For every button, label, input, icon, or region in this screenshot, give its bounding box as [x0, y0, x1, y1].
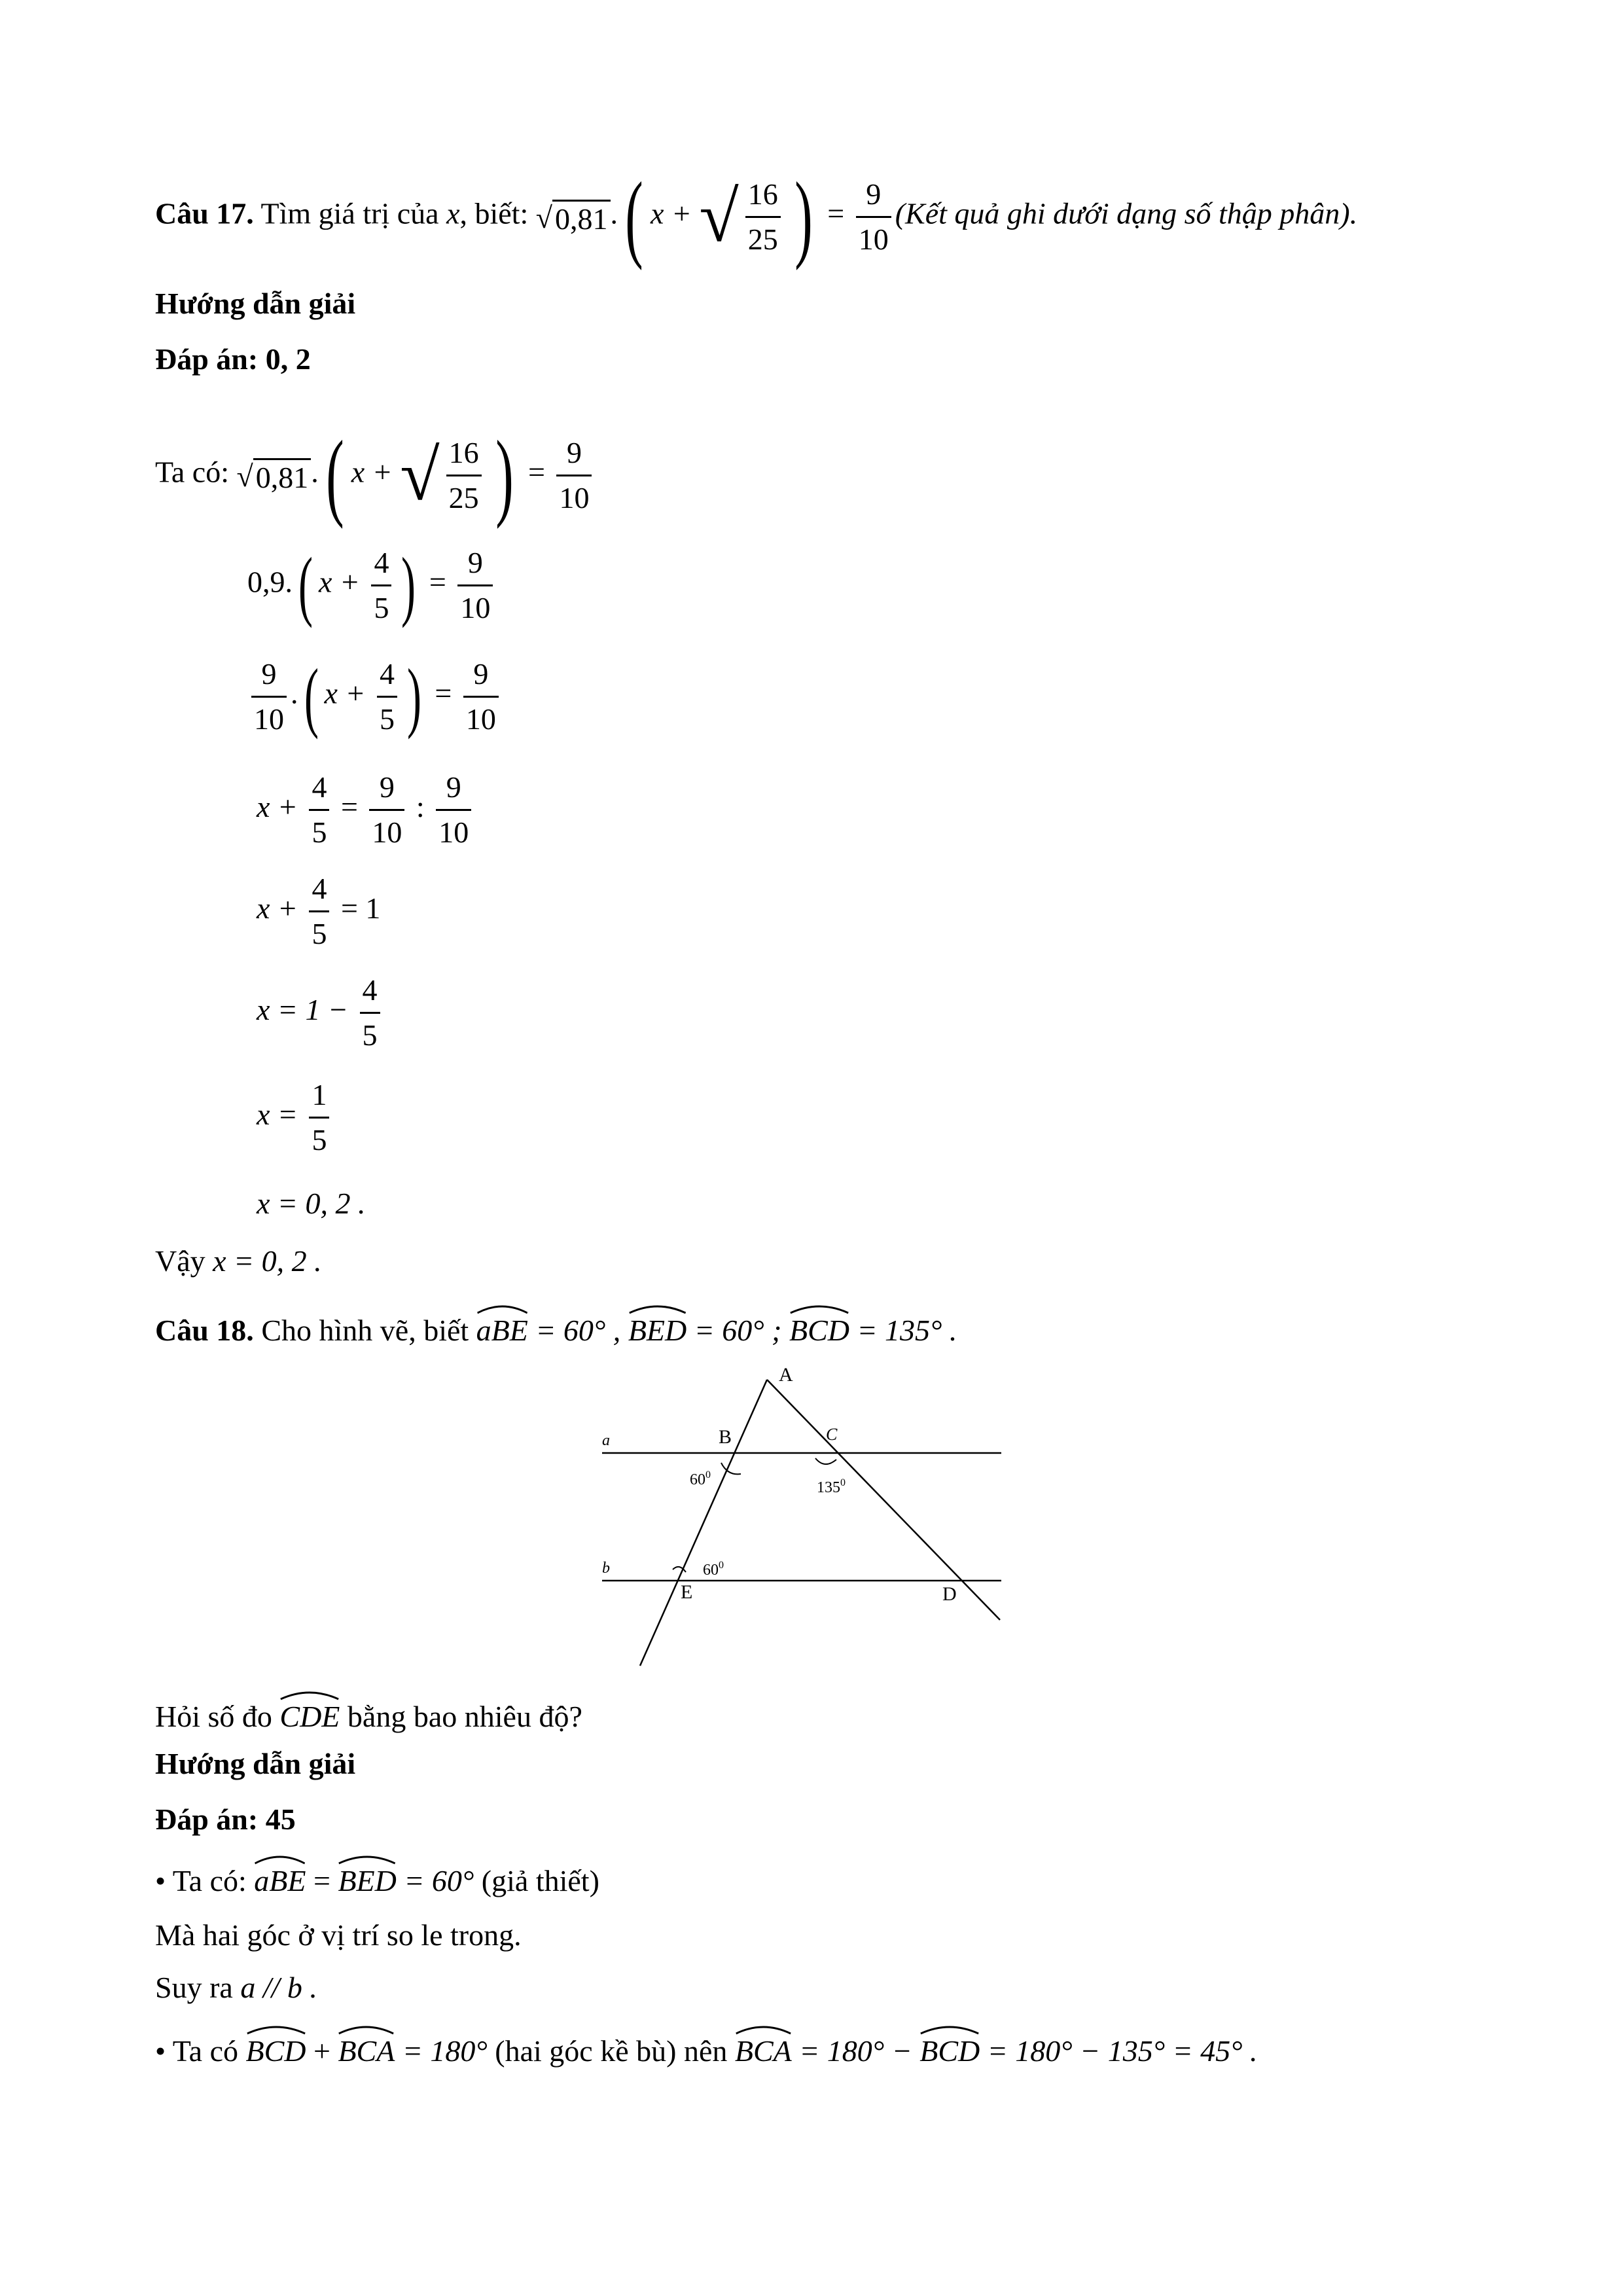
q18-statement: Câu 18. Cho hình vẽ, biết aBE = 60° , BED = 60° ; BCD = 135° .	[155, 1304, 957, 1348]
geometry-figure	[589, 1361, 1014, 1669]
sol17-step0: Ta có: √0,81.( x + √ $\frac{16}{25}$ ) = $\frac{9}{10}$	[155, 419, 596, 531]
sol17-step6: x = $\frac{1}{5}$	[257, 1073, 333, 1162]
q17-statement: Câu 17. Tìm giá trị của x, biết: √0,81.( x + √ $\frac{16}{25}$ ) = $\frac{9}{10}$ (Kết quả ghi dưới dạng số thập phân).	[155, 162, 1358, 271]
label-angle-C: $135^0$	[817, 1477, 846, 1496]
label-B: B	[719, 1426, 732, 1448]
sol17-step7: x = 0, 2 .	[257, 1187, 366, 1220]
q18-angle-BED: BED	[628, 1304, 687, 1348]
sol18-line1: • Ta có: aBE = BED = 60° (giả thiết)	[155, 1854, 599, 1898]
sol17-answer: Đáp án: 0, 2	[155, 342, 311, 376]
q17-label: Câu 17.	[155, 196, 254, 230]
q18-label: Câu 18.	[155, 1314, 254, 1347]
sol17-step5: x = 1 − $\frac{4}{5}$	[257, 969, 384, 1057]
label-D: D	[942, 1583, 957, 1605]
sol18-line3: Suy ra a // b .	[155, 1971, 317, 2004]
sol17-heading: Hướng dẫn giải	[155, 287, 356, 320]
line-ACD	[767, 1380, 1000, 1620]
q17-sqrt-frac: √ $\frac{16}{25}$	[699, 173, 787, 261]
q18-question: Hỏi số đo CDE bằng bao nhiêu độ?	[155, 1690, 582, 1734]
q18-angle-BCD: BCD	[789, 1304, 849, 1348]
sol17-step2: $\frac{9}{10}$ .( x + $\frac{4}{5}$ ) = $\frac{9}{10}$	[247, 651, 503, 742]
label-a: a	[602, 1432, 610, 1449]
label-b: b	[602, 1560, 610, 1577]
label-A: A	[779, 1364, 793, 1386]
line-ABE	[640, 1380, 767, 1666]
sol17-conclusion: Vậy x = 0, 2 .	[155, 1244, 322, 1278]
sol17-step3: x + $\frac{4}{5}$ = $\frac{9}{10}$ : $\frac{9}{10}$	[257, 766, 475, 854]
q18-angle-aBE: aBE	[476, 1304, 528, 1348]
sol18-line2: Mà hai góc ở vị trí so le trong.	[155, 1918, 522, 1952]
label-C: C	[826, 1425, 838, 1444]
arc-angle-C	[815, 1458, 836, 1464]
sol18-answer: Đáp án: 45	[155, 1803, 296, 1836]
q17-note: (Kết quả ghi dưới dạng số thập phân).	[895, 196, 1358, 230]
q17-prompt2: , biết:	[459, 196, 529, 230]
q17-var: x	[446, 196, 460, 230]
arc-angle-B	[721, 1463, 741, 1474]
sol18-heading: Hướng dẫn giải	[155, 1747, 356, 1780]
q17-x-plus: x +	[650, 196, 692, 230]
label-E: E	[681, 1581, 693, 1603]
sol18-line4: • Ta có BCD + BCA = 180° (hai góc kề bù) nên BCA = 180° − BCD = 180° − 135° = 45° .	[155, 2024, 1258, 2068]
q18-angle-CDE: CDE	[279, 1690, 340, 1734]
q17-rhs-frac: $\frac{9}{10}$	[856, 173, 891, 261]
label-angle-E: $60^0$	[703, 1560, 724, 1579]
sol17-step1: 0,9.( x + $\frac{4}{5}$ ) = $\frac{9}{10}$	[247, 540, 497, 630]
sol17-step4: x + $\frac{4}{5}$ = 1	[257, 867, 380, 956]
label-angle-B: $60^0$	[690, 1469, 711, 1488]
q17-prompt: Tìm giá trị của	[260, 196, 439, 230]
q17-sqrt: √0,81	[536, 197, 611, 236]
